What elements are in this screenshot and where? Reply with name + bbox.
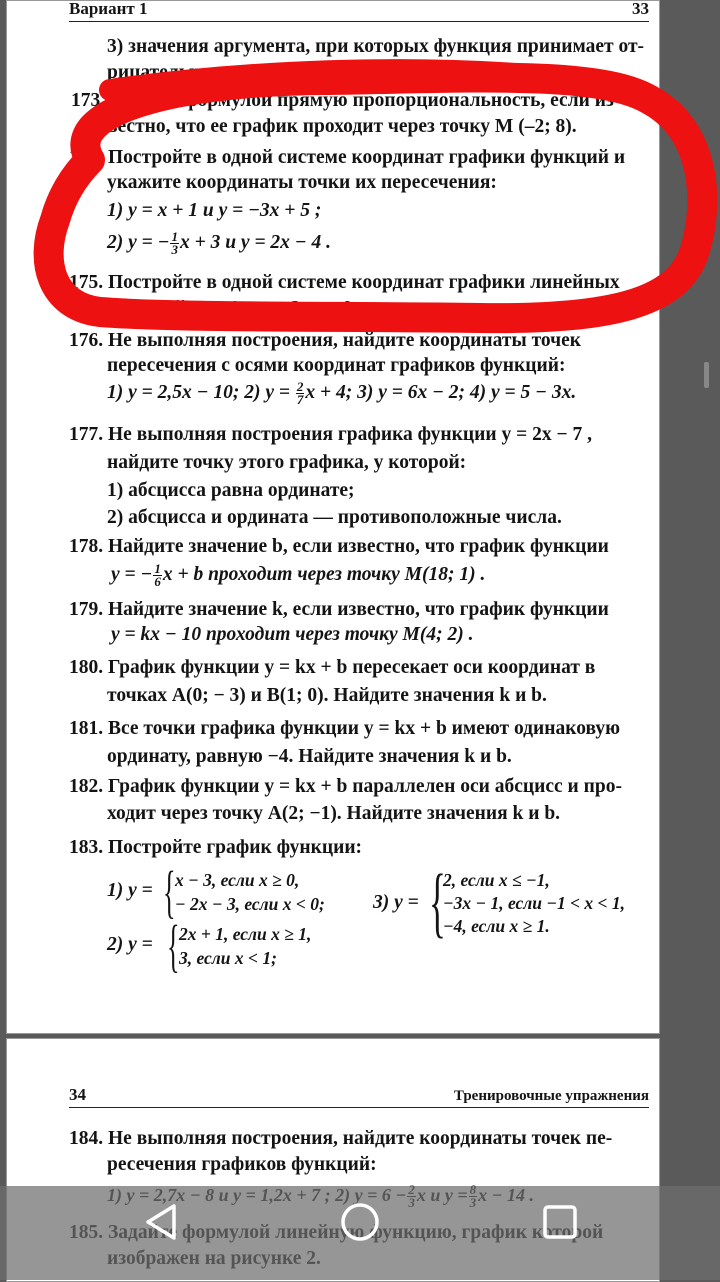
problem-text: График функции y = kx + b параллелен оси абсцисс и про- bbox=[108, 776, 622, 797]
denominator: 6 bbox=[154, 574, 161, 590]
text-line: точках A(0; − 3) и B(1; 0). Найдите значения k и b. bbox=[107, 685, 547, 706]
problem-number: 181. bbox=[69, 718, 104, 739]
system-label: 3) y = bbox=[373, 892, 419, 913]
text-line: ходит через точку A(2; −1). Найдите значения k и b. bbox=[107, 803, 561, 824]
problem-174 bbox=[69, 146, 625, 170]
fraction bbox=[153, 563, 162, 588]
problem-181 bbox=[69, 717, 620, 741]
triangle-back-icon[interactable] bbox=[140, 1200, 184, 1244]
denominator: 3 bbox=[171, 242, 178, 258]
page-33 bbox=[6, 0, 660, 1034]
system-case: 3, если x < 1; bbox=[179, 948, 277, 968]
equation-line bbox=[111, 563, 485, 588]
text-line: 173. Задайте формулой прямую пропорциональность, если из- bbox=[71, 90, 621, 111]
problem-text: Постройте в одной системе координат графики линейных bbox=[108, 272, 620, 293]
header-page-number: 33 bbox=[632, 0, 649, 18]
text-line: ординату, равную −4. Найдите значения k и b. bbox=[107, 746, 512, 767]
problem-179 bbox=[69, 598, 609, 622]
equation-part: 1) y = 2,5x − 10; 2) y = bbox=[107, 382, 295, 403]
equation-line bbox=[107, 231, 331, 256]
problem-text: Найдите значение b, если известно, что график функции bbox=[108, 536, 609, 557]
text-line: пересечения с осями координат графиков функций: bbox=[107, 355, 566, 376]
denominator: 7 bbox=[296, 392, 304, 408]
page-header bbox=[69, 1, 649, 22]
text-line: 2) абсцисса и ордината — противоположные числа. bbox=[107, 507, 562, 528]
problem-text: Не выполняя построения, найдите координаты точек пе- bbox=[108, 1128, 613, 1149]
problem-184 bbox=[69, 1127, 612, 1151]
equation-line: y = kx − 10 проходит через точку M(4; 2) . bbox=[111, 624, 474, 645]
system-case: 2x + 1, если x ≥ 1, bbox=[179, 924, 312, 944]
circle-home-icon[interactable] bbox=[338, 1200, 382, 1244]
problem-176 bbox=[69, 329, 581, 353]
problem-number: 182. bbox=[69, 776, 104, 797]
problem-number: 177. bbox=[69, 424, 104, 445]
equation-line: 1) y = x + 1 и y = −3x + 5 ; bbox=[107, 200, 322, 221]
problem-text: Найдите значение k, если известно, что график функции bbox=[108, 599, 609, 620]
problem-text: Постройте в одной системе координат графики функций и bbox=[108, 147, 626, 168]
system-case: x − 3, если x ≥ 0, bbox=[175, 870, 300, 890]
equation-part: y = − bbox=[111, 564, 153, 585]
text-line: ресечения графиков функций: bbox=[107, 1154, 377, 1175]
brace-icon: { bbox=[167, 913, 180, 978]
page-header bbox=[69, 1083, 649, 1108]
system-case: −4, если x ≥ 1. bbox=[443, 916, 550, 936]
fraction bbox=[296, 381, 305, 406]
text-line: 3) значения аргумента, при которых функция принимает от- bbox=[107, 36, 645, 57]
problem-text: Не выполняя построения, найдите координаты точек bbox=[108, 330, 582, 351]
problem-number: 184. bbox=[69, 1128, 104, 1149]
problem-number: 175. bbox=[69, 272, 104, 293]
problem-177 bbox=[69, 423, 592, 447]
brace-icon: { bbox=[163, 859, 176, 924]
problem-175 bbox=[69, 271, 620, 295]
text-line: функций: y = 4; y = −3; y = 0. bbox=[107, 298, 358, 319]
text-line: найдите точку этого графика, у которой: bbox=[107, 452, 467, 473]
numerator: 1 bbox=[171, 229, 178, 245]
system-case: − 2x − 3, если x < 0; bbox=[175, 894, 325, 914]
problem-text: Все точки графика функции y = kx + b имеют одинаковую bbox=[108, 718, 620, 739]
equation-line bbox=[107, 381, 576, 406]
problem-number: 178. bbox=[69, 536, 104, 557]
system-case: 2, если x ≤ −1, bbox=[443, 870, 550, 890]
problem-text: Не выполняя построения графика функции y = 2x − 7 , bbox=[108, 424, 592, 445]
numerator: 1 bbox=[154, 561, 161, 577]
header-variant: Вариант 1 bbox=[69, 0, 148, 18]
problem-182 bbox=[69, 775, 622, 799]
equation-part: x + 4; 3) y = 6x − 2; 4) y = 5 − 3x. bbox=[305, 382, 577, 403]
scrollbar[interactable] bbox=[704, 362, 709, 388]
text-line: 1) абсцисса равна ординате; bbox=[107, 480, 355, 501]
problem-number: 174. bbox=[69, 147, 104, 168]
text-line: рицательные значения. bbox=[107, 62, 315, 83]
problem-number: 180. bbox=[69, 657, 104, 678]
header-page-number: 34 bbox=[69, 1085, 86, 1104]
text-line: вестно, что ее график проходит через точку М (–2; 8). bbox=[107, 116, 577, 137]
brace-icon: { bbox=[429, 858, 446, 945]
equation-part: 2) y = − bbox=[107, 232, 170, 253]
problem-text: Постройте график функции: bbox=[108, 837, 363, 858]
problem-180 bbox=[69, 656, 595, 680]
problem-number: 179. bbox=[69, 599, 104, 620]
system-label: 1) y = bbox=[107, 880, 153, 901]
problem-number: 183. bbox=[69, 837, 104, 858]
system-case: −3x − 1, если −1 < x < 1, bbox=[443, 893, 626, 913]
system-label: 2) y = bbox=[107, 934, 153, 955]
problem-number: 176. bbox=[69, 330, 104, 351]
problem-183 bbox=[69, 836, 362, 860]
problem-text: График функции y = kx + b пересекает оси координат в bbox=[108, 657, 596, 678]
navigation-bar bbox=[0, 1186, 720, 1280]
fraction bbox=[170, 231, 179, 256]
square-recents-icon[interactable] bbox=[538, 1200, 582, 1244]
problem-178 bbox=[69, 535, 609, 559]
text-line: укажите координаты точки их пересечения: bbox=[107, 172, 497, 193]
equation-part: x + b проходит через точку M(18; 1) . bbox=[162, 564, 486, 585]
equation-part: x + 3 и y = 2x − 4 . bbox=[179, 232, 331, 253]
header-section-title: Тренировочные упражнения bbox=[453, 1088, 649, 1104]
numerator: 2 bbox=[296, 379, 304, 395]
